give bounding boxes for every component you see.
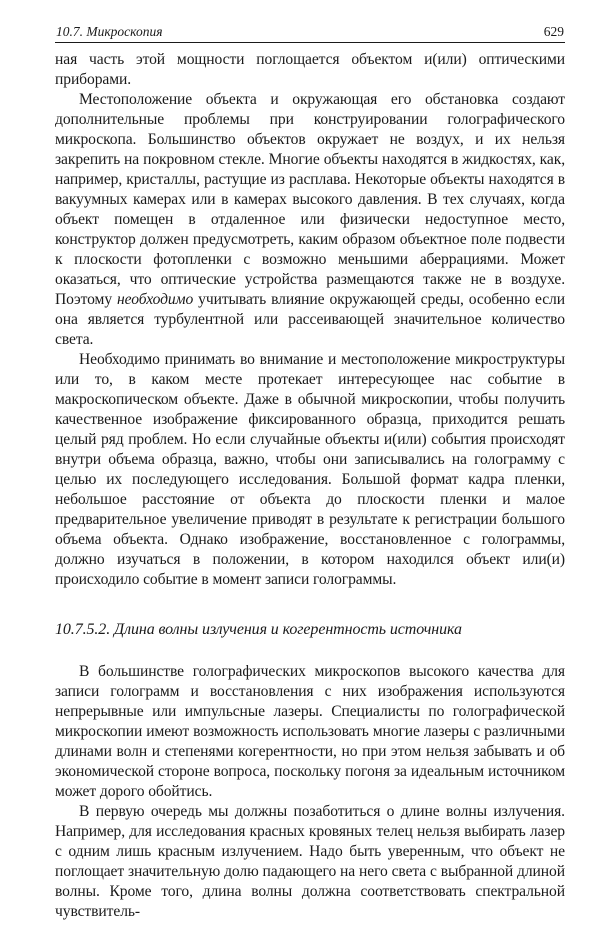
page-number: 629: [543, 24, 564, 39]
page-body: [55, 50, 565, 922]
paragraph-text: Местоположение объекта и окружающая его обстановка создают дополнительные проблемы при конструировании голографического микроскопа. Большинство объектов окружает не воздух, и их нельзя закрепить на покровном стекле. Многие объекты находятся в жидкостях, как, например, кристаллы, растущие из расплава. Некоторые объекты находятся в вакуумных камерах или в камерах высокого давления. В тех случаях, когда объект помещен в отдаленное или физически недоступное место, конструктор должен предусмотреть, каким образом объектное поле подвести к плоскости фотопленки с возможно меньшими аберрациями. Может оказаться, что оптические устройства размещаются также не в воздухе. Поэтому: [55, 91, 565, 308]
paragraph-wavelength: В первую очередь мы должны позаботиться о длине волны излучения. Например, для исследования красных кровяных телец нельзя выбирать лазер с одним лишь красным излучением. Надо быть уверенным, что объект не поглощает значительную долю падающего на него света с выбранной длиной волны. Кроме того, длина волны должна соответствовать спектральной чувствитель-: [55, 803, 565, 920]
page-header: [55, 24, 565, 43]
paragraph-microstructure: Необходимо принимать во внимание и местоположение микроструктуры или то, в каком месте протекает интересующее нас событие в макроскопическом объекте. Даже в обычной микроскопии, чтобы получить качественное изображение фиксированного образца, приходится решать целый ряд проблем. Но если случайные объекты и(или) события происходят внутри объема образца, важно, чтобы они записывались на голограмму с целью их последующего исследования. Большой формат кадра пленки, небольшое расстояние от объекта до плоскости пленки и малое предварительное увеличение приводят в результате к регистрации большого объема объекта. Однако изображение, восстановленное с голограммы, должно изучаться в положении, в котором находился объект или(и) происходило событие в момент записи голограммы.: [55, 351, 565, 588]
paragraph-object-location: [55, 90, 565, 350]
section-heading: 10.7.5.2. Длина волны излучения и когерентность источника: [55, 621, 462, 638]
running-title: 10.7. Микроскопия: [56, 24, 163, 39]
emphasis-text: необходимо: [117, 291, 194, 308]
paragraph-text: учитывать влияние окружающей среды, особенно если она является турбулентной или рассеивающей значительное количество света.: [55, 291, 565, 348]
paragraph-lasers: В большинстве голографических микроскопов высокого качества для записи голограмм и восстановления с них изображения используются непрерывные или импульсные лазеры. Специалисты по голографической микроскопии имеют возможность использовать многие лазеры с различными длинами волн и степенями когерентности, но при этом нельзя забывать и об экономической стороне вопроса, поскольку погоня за идеальным источником может дорого обойтись.: [55, 663, 565, 800]
paragraph-continued: ная часть этой мощности поглощается объектом и(или) оптическими приборами.: [55, 51, 565, 88]
book-page: [55, 24, 565, 922]
